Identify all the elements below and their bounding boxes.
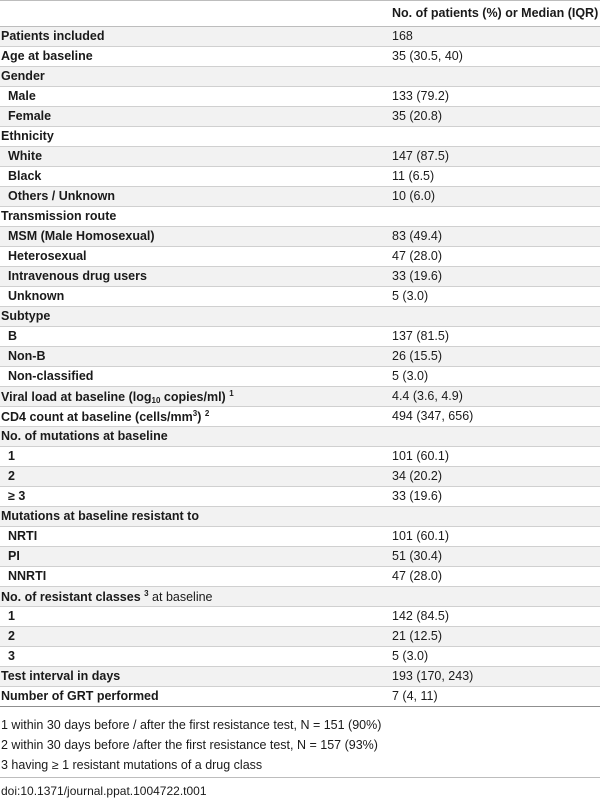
table-row	[0, 427, 600, 447]
row-value: 7 (4, 11)	[392, 689, 438, 703]
table-row	[0, 467, 600, 487]
row-value: 10 (6.0)	[392, 189, 436, 203]
table-row	[0, 627, 600, 647]
row-label-part: 2	[204, 409, 210, 418]
row-value: 137 (81.5)	[392, 329, 449, 343]
row-label: ≥ 3	[8, 489, 26, 503]
row-value: 5 (3.0)	[392, 289, 429, 303]
table-row	[0, 147, 600, 167]
table-row	[0, 507, 600, 527]
row-value: 5 (3.0)	[392, 369, 429, 383]
row-label-part: 3	[192, 409, 198, 418]
row-label: Transmission route	[1, 209, 117, 223]
row-value: 4.4 (3.6, 4.9)	[392, 389, 463, 403]
row-label	[1, 589, 213, 604]
row-label-part: at baseline	[148, 590, 213, 604]
table-row	[0, 287, 600, 307]
table-header-row	[0, 0, 600, 27]
row-value: 51 (30.4)	[392, 549, 443, 563]
row-value: 101 (60.1)	[392, 529, 449, 543]
row-label: B	[8, 329, 18, 343]
table-row	[0, 207, 600, 227]
row-value: 26 (15.5)	[392, 349, 443, 363]
row-label: NNRTI	[8, 569, 47, 583]
table-row	[0, 67, 600, 87]
row-label: White	[8, 149, 43, 163]
row-label-part: 10	[151, 396, 161, 405]
row-label: Female	[8, 109, 52, 123]
row-value: 35 (30.5, 40)	[392, 49, 463, 63]
row-value: 133 (79.2)	[392, 89, 449, 103]
row-label: Mutations at baseline resistant to	[1, 509, 199, 523]
doi-rule	[0, 777, 600, 778]
table-row	[0, 267, 600, 287]
row-value: 35 (20.8)	[392, 109, 443, 123]
table-row	[0, 167, 600, 187]
table-row	[0, 87, 600, 107]
table-row	[0, 47, 600, 67]
row-value: 47 (28.0)	[392, 569, 443, 583]
row-label: 2	[8, 629, 15, 643]
row-label: Ethnicity	[1, 129, 54, 143]
table-row	[0, 107, 600, 127]
row-label-part: copies/ml)	[160, 390, 230, 404]
doi-text: doi:10.1371/journal.ppat.1004722.t001	[1, 784, 207, 798]
row-label: No. of mutations at baseline	[1, 429, 168, 443]
table-row	[0, 127, 600, 147]
row-label: Intravenous drug users	[8, 269, 147, 283]
table-row	[0, 667, 600, 687]
row-label-part: Viral load at baseline (log	[1, 390, 152, 404]
row-value: 142 (84.5)	[392, 609, 449, 623]
row-value: 33 (19.6)	[392, 269, 443, 283]
table-row	[0, 447, 600, 467]
table-row	[0, 27, 600, 47]
row-value: 168	[392, 29, 413, 43]
row-label: Number of GRT performed	[1, 689, 159, 703]
table-row	[0, 647, 600, 667]
table-row	[0, 687, 600, 707]
row-label: 3	[8, 649, 15, 663]
row-label: Heterosexual	[8, 249, 87, 263]
row-label: Male	[8, 89, 36, 103]
row-label: Test interval in days	[1, 669, 121, 683]
row-value: 21 (12.5)	[392, 629, 443, 643]
table-row	[0, 247, 600, 267]
row-value: 11 (6.5)	[392, 169, 435, 183]
table-row	[0, 367, 600, 387]
table-row	[0, 187, 600, 207]
row-label: Unknown	[8, 289, 65, 303]
footnote: 2 within 30 days before /after the first resistance test, N = 157 (93%)	[1, 738, 378, 752]
row-label: Gender	[1, 69, 45, 83]
column-header: No. of patients (%) or Median (IQR)	[392, 6, 599, 20]
row-value: 147 (87.5)	[392, 149, 449, 163]
row-label-part: 3	[144, 589, 149, 598]
table-row	[0, 607, 600, 627]
table-row	[0, 547, 600, 567]
table-row	[0, 567, 600, 587]
table-row	[0, 407, 600, 427]
table-row	[0, 487, 600, 507]
row-label: Age at baseline	[1, 49, 93, 63]
row-label	[1, 409, 209, 424]
table-body	[0, 27, 600, 707]
row-label: Subtype	[1, 309, 51, 323]
row-label: Non-B	[8, 349, 46, 363]
row-value: 83 (49.4)	[392, 229, 443, 243]
row-value: 5 (3.0)	[392, 649, 429, 663]
row-label: MSM (Male Homosexual)	[8, 229, 155, 243]
row-label: Others / Unknown	[8, 189, 115, 203]
footnote: 1 within 30 days before / after the first resistance test, N = 151 (90%)	[1, 718, 382, 732]
table-row	[0, 527, 600, 547]
footnote: 3 having ≥ 1 resistant mutations of a drug class	[1, 758, 263, 772]
table-row	[0, 327, 600, 347]
row-label: 2	[8, 469, 15, 483]
row-value: 101 (60.1)	[392, 449, 449, 463]
row-label-part: No. of resistant classes	[1, 590, 145, 604]
table-row	[0, 347, 600, 367]
row-label: Patients included	[1, 29, 105, 43]
row-label: Non-classified	[8, 369, 94, 383]
row-label-part: )	[197, 410, 205, 424]
table-row	[0, 387, 600, 407]
row-label: 1	[8, 609, 15, 623]
row-label-part: CD4 count at baseline (cells/mm	[1, 410, 193, 424]
row-value: 33 (19.6)	[392, 489, 443, 503]
row-value: 34 (20.2)	[392, 469, 443, 483]
row-label-part: 1	[229, 389, 234, 398]
row-value: 193 (170, 243)	[392, 669, 474, 683]
row-label	[1, 389, 234, 405]
row-label: NRTI	[8, 529, 38, 543]
row-value: 494 (347, 656)	[392, 409, 474, 423]
row-label: 1	[8, 449, 15, 463]
table-row	[0, 307, 600, 327]
table-row	[0, 587, 600, 607]
table-row	[0, 227, 600, 247]
footnotes	[1, 715, 599, 775]
row-label: Black	[8, 169, 42, 183]
row-value: 47 (28.0)	[392, 249, 443, 263]
row-label: PI	[8, 549, 20, 563]
